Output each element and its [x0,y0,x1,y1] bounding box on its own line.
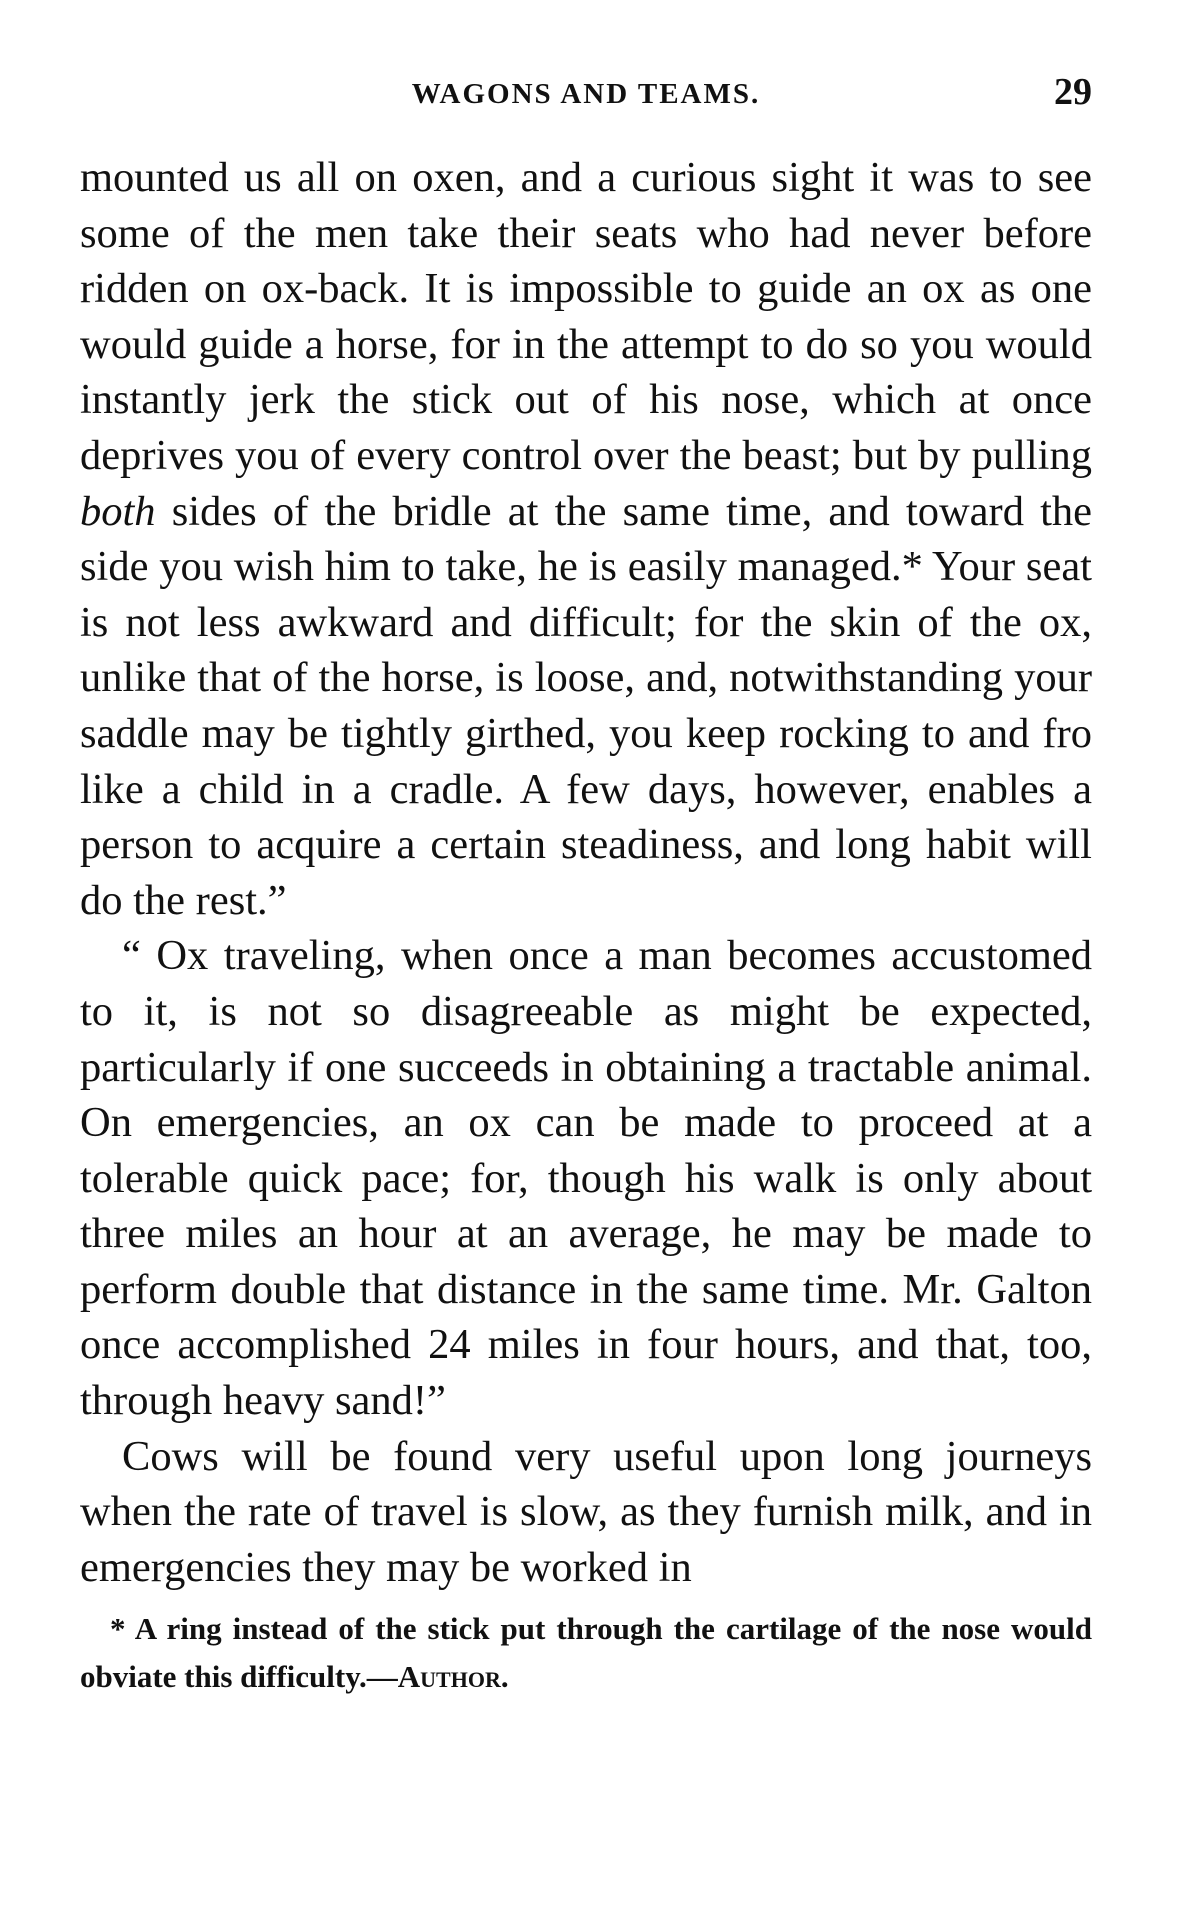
page-number: 29 [1054,71,1092,113]
body-text [80,150,1092,1595]
book-page [80,70,1092,1701]
footnote-paragraph [80,1605,1092,1701]
running-head [80,70,1092,126]
running-title: WAGONS AND TEAMS. [411,78,761,110]
footnote-text: * A ring instead of the stick put through the cartilage of the nose would obviate this difficulty.— [80,1611,1092,1695]
paragraph-3: Cows will be found very useful upon long journeys when the rate of travel is slow, as they furnish milk, and in emergencies they may be worked in [80,1432,1092,1591]
emphasis-both: both [80,487,156,535]
footnote [80,1605,1092,1701]
paragraph-1-part-2: sides of the bridle at the same time, and toward the side you wish him to take, he is easily managed.* Your seat is not less awkward and difficult; for the skin of the ox, unlike that of the horse, is loose, and, notwithstanding your saddle may be tightly girthed, you keep rocking to and fro like a child in a cradle. A few days, however, enables a person to acquire a certain steadiness, and long habit will do the rest.” [80,487,1093,924]
footnote-author: Author. [397,1659,509,1695]
paragraph-1-part-1: mounted us all on oxen, and a curious sight it was to see some of the men take their seats who had never before ridden on ox-back. It is impossible to guide an ox as one would guide a horse, for in the attempt to do so you would instantly jerk the stick out of his nose, which at once deprives you of every control over the beast; but by pulling [80,154,1092,479]
paragraph-1 [80,150,1092,928]
paragraph-2: “ Ox traveling, when once a man becomes accustomed to it, is not so disagreeable as might be expected, particularly if one succeeds in obtaining a tractable animal. On emergencies, an ox can be made to proceed at a tolerable quick pace; for, though his walk is only about three miles an hour at an average, he may be made to perform double that distance in the same time. Mr. Galton once accomplished 24 miles in four hours, and that, too, through heavy sand!” [80,932,1092,1425]
